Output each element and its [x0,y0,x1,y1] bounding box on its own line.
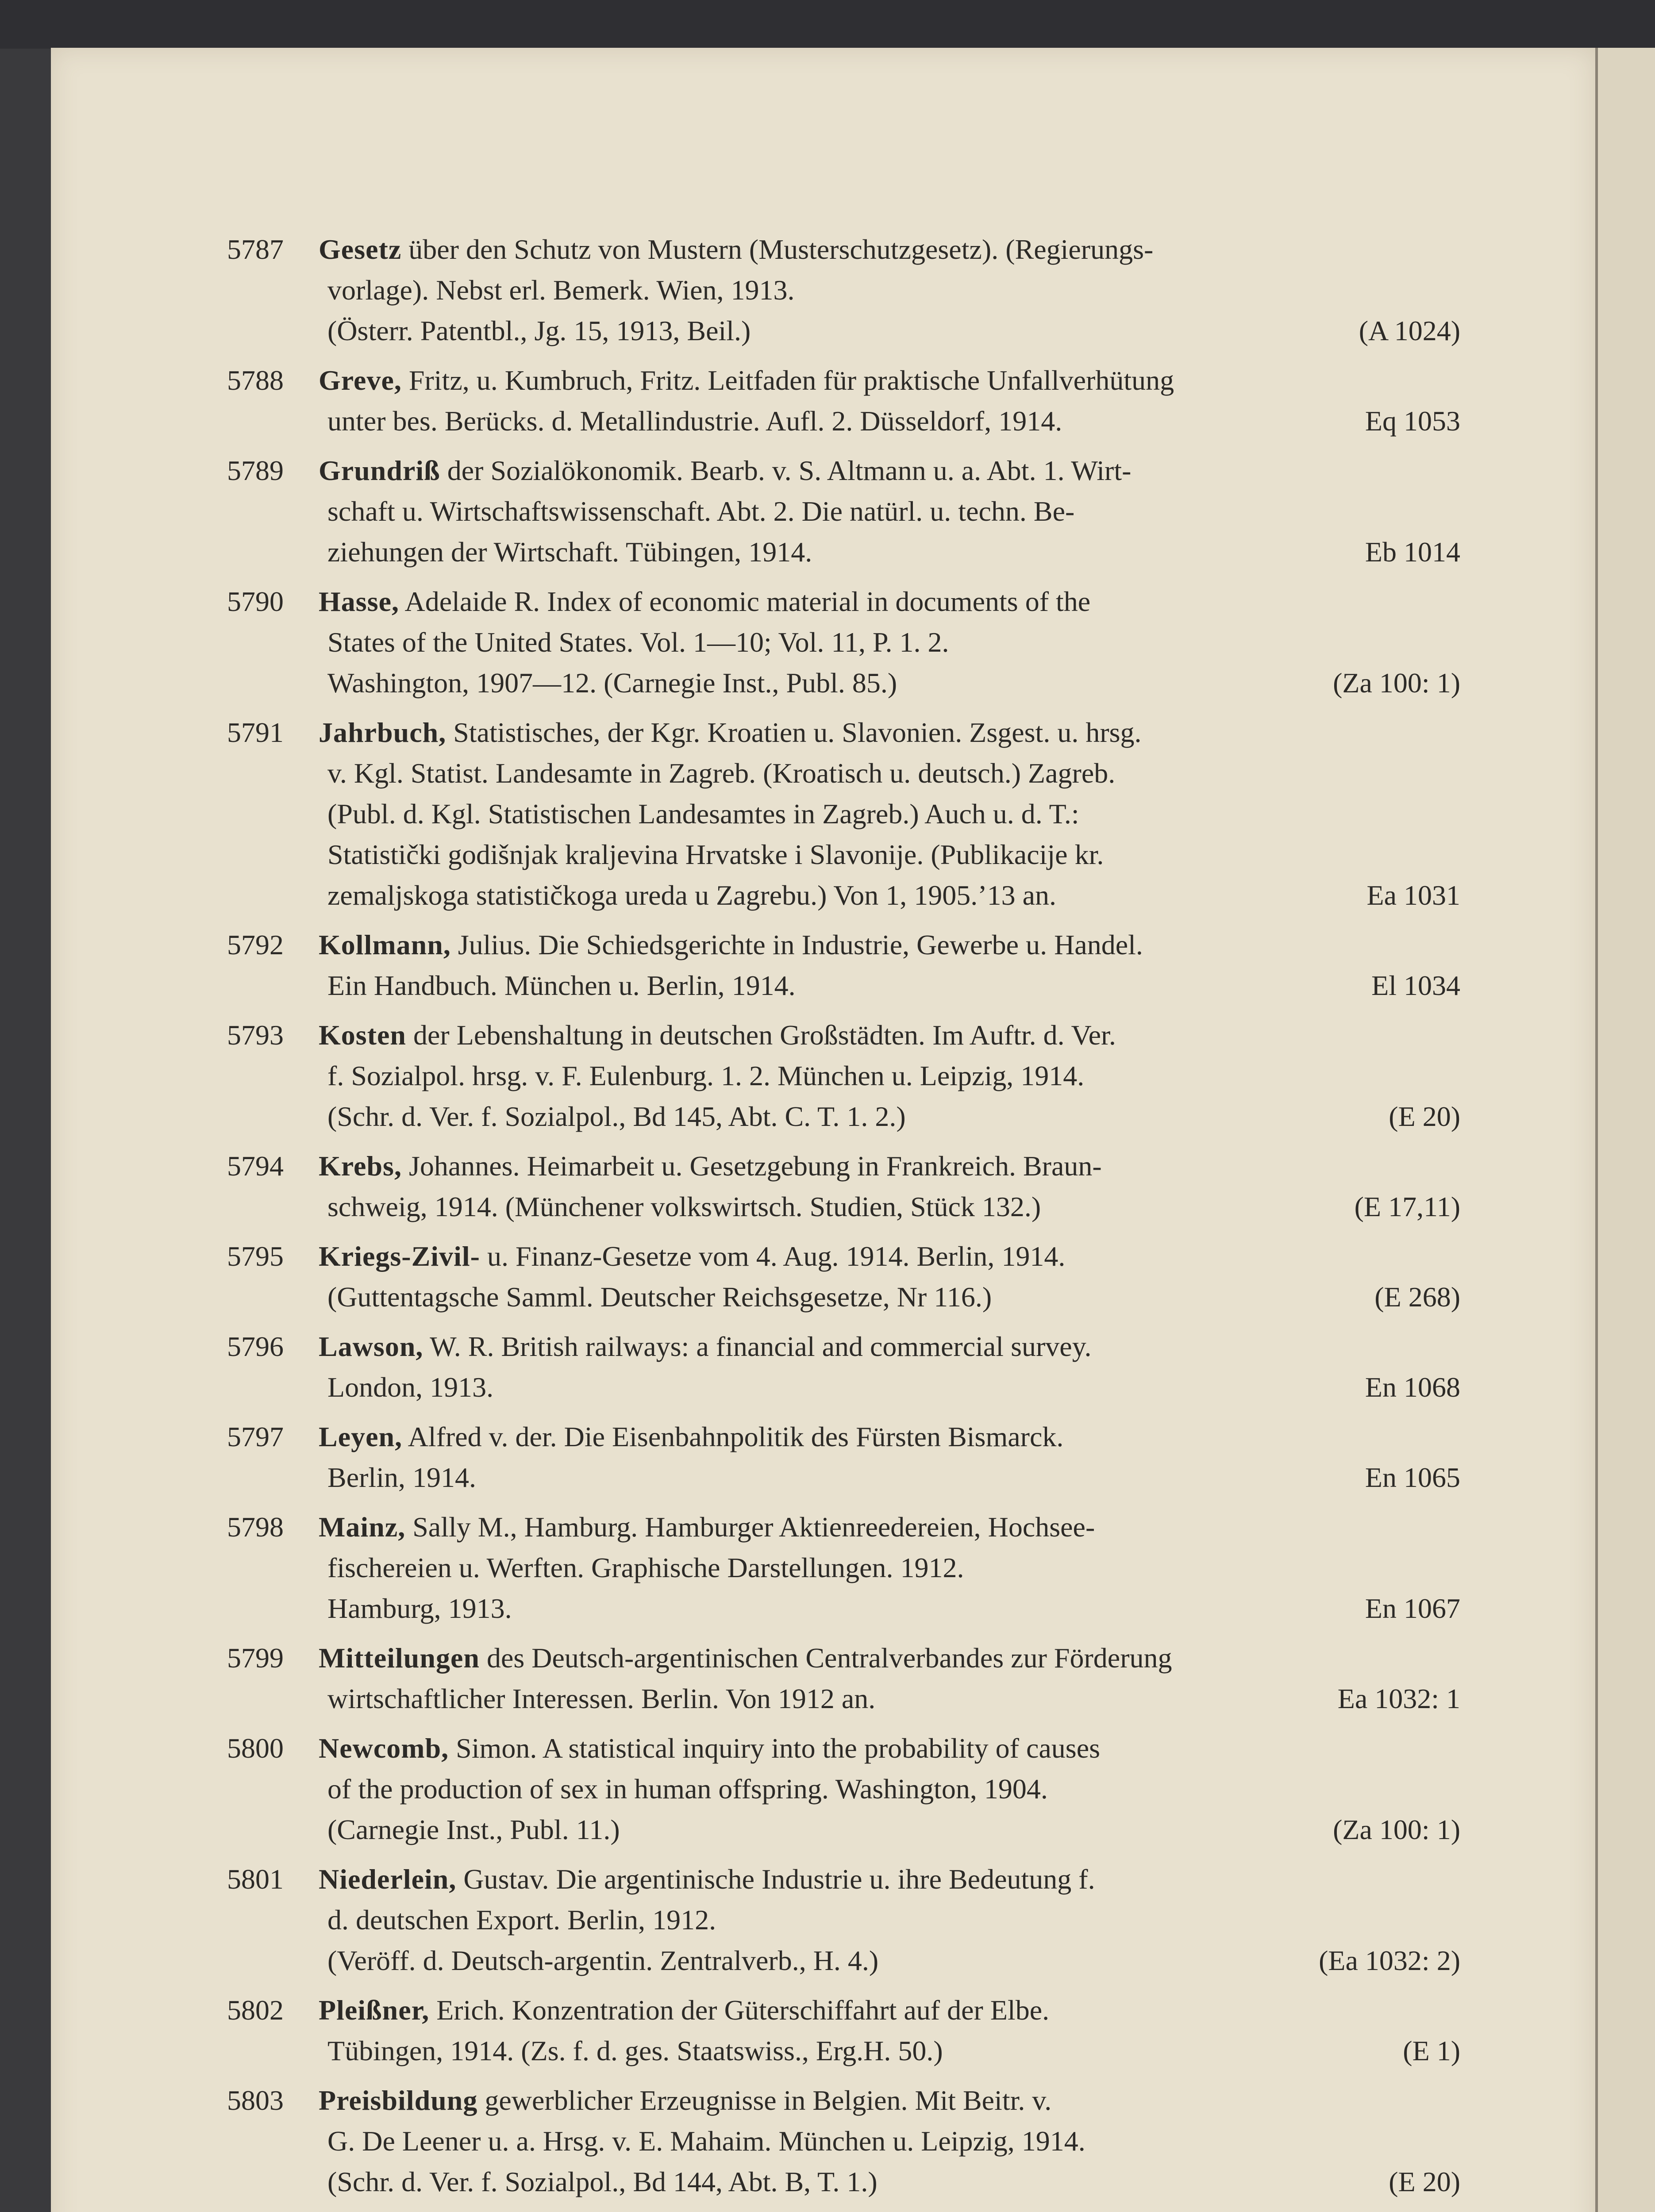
entry-line [319,2080,1460,2121]
entry-text: über den Schutz von Mustern (Musterschutzgesetz). (Regierungs- [408,234,1154,265]
entry-line [319,1015,1460,1056]
entry-heading: Mainz, [319,1511,406,1543]
entry-line [327,834,1460,875]
entry-text: gewerblicher Erzeugnisse in Belgien. Mit Beitr. v. [485,2085,1052,2116]
entry-line [319,1507,1460,1548]
entry-line [327,270,1460,311]
shelf-signature: (E 17,11) [1354,1191,1460,1222]
entry-text: wirtschaftlicher Interessen. Berlin. Von 1912 an. [327,1683,876,1714]
entry-line [327,1096,1460,1137]
entry-line [327,311,1460,351]
entry-text: v. Kgl. Statist. Landesamte in Zagreb. (Kroatisch u. deutsch.) Zagreb. [327,757,1116,789]
entry-number: 5793 [227,1019,284,1051]
entry-line [327,1367,1460,1408]
entry-text: Statistisches, der Kgr. Kroatien u. Slavonien. Zsgest. u. hrsg. [453,717,1142,748]
entry-text: Erich. Konzentration der Güterschiffahrt auf der Elbe. [436,1994,1050,2026]
entry-line [327,1548,1460,1588]
entry-heading: Kosten [319,1019,406,1051]
entry-text: Statistički godišnjak kraljevina Hrvatske i Slavonije. (Publikacije kr. [327,839,1104,870]
entry-line [319,450,1460,491]
shelf-signature: (E 268) [1374,1281,1460,1313]
entry-line [327,794,1460,834]
shelf-signature: En 1068 [1365,1371,1460,1403]
shelf-signature: El 1034 [1371,970,1460,1001]
entry-text: f. Sozialpol. hrsg. v. F. Eulenburg. 1. 2. München u. Leipzig, 1914. [327,1060,1085,1091]
entry-heading: Jahrbuch, [319,717,446,748]
entry-line [319,1859,1460,1900]
entry-line [319,229,1460,270]
entry-heading: Krebs, [319,1150,402,1182]
entry-text: of the production of sex in human offspring. Washington, 1904. [327,1773,1048,1805]
entry-text: zemaljskoga statističkoga ureda u Zagrebu.) Von 1, 1905.’13 an. [327,879,1056,911]
entry-heading: Grundriß [319,455,440,486]
entry-line [319,581,1460,622]
entry-text: ziehungen der Wirtschaft. Tübingen, 1914. [327,536,812,568]
entry-text: Alfred v. der. Die Eisenbahnpolitik des Fürsten Bismarck. [408,1421,1064,1452]
entry-line [327,965,1460,1006]
entry-line [319,1236,1460,1277]
entry-line [327,2162,1460,2202]
entry-number: 5788 [227,365,284,396]
entry-text: schaft u. Wirtschaftswissenschaft. Abt. 2. Die natürl. u. techn. Be- [327,495,1075,527]
entry-line [319,1146,1460,1187]
entry-line [327,1277,1460,1317]
entry-number: 5796 [227,1331,284,1362]
entry-text: u. Finanz-Gesetze vom 4. Aug. 1914. Berlin, 1914. [487,1240,1066,1272]
entry-line [327,491,1460,532]
entry-number: 5791 [227,717,284,748]
entry-line [327,532,1460,572]
entry-text: der Lebenshaltung in deutschen Großstädten. Im Auftr. d. Ver. [413,1019,1116,1051]
entry-text: London, 1913. [327,1371,494,1403]
entry-number: 5794 [227,1150,284,1182]
shelf-signature: Eq 1053 [1365,405,1460,437]
entry-number: 5790 [227,586,284,617]
shelf-signature: En 1065 [1365,1462,1460,1493]
entry-heading: Greve, [319,365,402,396]
shelf-signature: (A 1024) [1359,315,1460,346]
entry-line [327,1187,1460,1227]
scan-background [0,0,1655,49]
entry-text: (Österr. Patentbl., Jg. 15, 1913, Beil.) [327,315,751,346]
shelf-signature: (E 20) [1389,2166,1460,2197]
entry-line [319,925,1460,965]
entry-text: Johannes. Heimarbeit u. Gesetzgebung in Frankreich. Braun- [408,1150,1102,1182]
entry-line [319,1417,1460,1457]
entry-text: (Schr. d. Ver. f. Sozialpol., Bd 145, Abt. C. T. 1. 2.) [327,1101,906,1132]
entry-heading: Kriegs-Zivil- [319,1240,480,1272]
entry-text: Hamburg, 1913. [327,1593,512,1624]
entry-line [327,1457,1460,1498]
entry-number: 5803 [227,2085,284,2116]
shelf-signature: Ea 1031 [1366,879,1460,911]
entry-number: 5802 [227,1994,284,2026]
entry-number: 5798 [227,1511,284,1543]
shelf-signature: (Za 100: 1) [1333,667,1460,699]
catalog-page [51,48,1595,2212]
shelf-signature: (E 20) [1389,1101,1460,1132]
entry-line [327,753,1460,794]
entry-heading: Mitteilungen [319,1642,480,1674]
entry-line [327,1900,1460,1940]
entry-line [319,712,1460,753]
entry-heading: Preisbildung [319,2085,478,2116]
entry-text: Tübingen, 1914. (Zs. f. d. ges. Staatswiss., Erg.H. 50.) [327,2035,943,2066]
entry-text: fischereien u. Werften. Graphische Darstellungen. 1912. [327,1552,964,1583]
shelf-signature: Ea 1032: 1 [1337,1683,1460,1714]
entry-text: Gustav. Die argentinische Industrie u. ihre Bedeutung f. [463,1863,1095,1895]
entry-number: 5795 [227,1240,284,1272]
entry-text: (Publ. d. Kgl. Statistischen Landesamtes in Zagreb.) Auch u. d. T.: [327,798,1079,830]
entry-line [327,1588,1460,1629]
entry-line [327,401,1460,442]
entry-number: 5801 [227,1863,284,1895]
entry-line [319,1990,1460,2031]
entry-line [327,1678,1460,1719]
shelf-signature: (E 1) [1403,2035,1460,2066]
entry-text: vorlage). Nebst erl. Bemerk. Wien, 1913. [327,274,795,306]
entry-line [327,2031,1460,2071]
entry-text: d. deutschen Export. Berlin, 1912. [327,1904,716,1936]
entry-text: Ein Handbuch. München u. Berlin, 1914. [327,970,796,1001]
shelf-signature: En 1067 [1365,1593,1460,1624]
entry-heading: Newcomb, [319,1732,449,1764]
entry-heading: Pleißner, [319,1994,430,2026]
entry-text: States of the United States. Vol. 1—10; Vol. 11, P. 1. 2. [327,626,949,658]
entry-line [319,1728,1460,1769]
entry-line [327,622,1460,663]
entry-heading: Leyen, [319,1421,403,1452]
entry-heading: Kollmann, [319,929,451,960]
entry-text: (Carnegie Inst., Publ. 11.) [327,1814,620,1845]
entry-text: Simon. A statistical inquiry into the probability of causes [456,1732,1100,1764]
entry-text: Washington, 1907—12. (Carnegie Inst., Publ. 85.) [327,667,897,699]
entry-text: (Veröff. d. Deutsch-argentin. Zentralverb., H. 4.) [327,1945,879,1976]
entry-heading: Lawson, [319,1331,423,1362]
entry-text: Fritz, u. Kumbruch, Fritz. Leitfaden für praktische Unfallverhütung [408,365,1174,396]
entry-text: Berlin, 1914. [327,1462,476,1493]
entry-line [319,1638,1460,1678]
entry-line [319,360,1460,401]
entry-heading: Gesetz [319,234,402,265]
shelf-signature: (Ea 1032: 2) [1319,1945,1460,1976]
entry-number: 5799 [227,1642,284,1674]
entry-number: 5787 [227,234,284,265]
entry-line [319,1326,1460,1367]
entry-text: (Schr. d. Ver. f. Sozialpol., Bd 144, Abt. B, T. 1.) [327,2166,878,2197]
entry-text: Julius. Die Schiedsgerichte in Industrie, Gewerbe u. Handel. [458,929,1143,960]
entry-text: Adelaide R. Index of economic material in documents of the [404,586,1091,617]
entry-text: G. De Leener u. a. Hrsg. v. E. Mahaim. München u. Leipzig, 1914. [327,2125,1085,2157]
entry-text: Sally M., Hamburg. Hamburger Aktienreedereien, Hochsee- [412,1511,1095,1543]
entry-heading: Niederlein, [319,1863,457,1895]
shelf-signature: Eb 1014 [1365,536,1460,568]
entry-number: 5789 [227,455,284,486]
entry-text: des Deutsch-argentinischen Centralverbandes zur Förderung [486,1642,1172,1674]
entry-heading: Hasse, [319,586,399,617]
entry-line [327,2121,1460,2162]
entry-number: 5800 [227,1732,284,1764]
entry-text: der Sozialökonomik. Bearb. v. S. Altmann u. a. Abt. 1. Wirt- [447,455,1132,486]
entry-line [327,1809,1460,1850]
entry-text: (Guttentagsche Samml. Deutscher Reichsgesetze, Nr 116.) [327,1281,992,1313]
entry-number: 5792 [227,929,284,960]
entry-text: unter bes. Berücks. d. Metallindustrie. Aufl. 2. Düsseldorf, 1914. [327,405,1062,437]
entry-line [327,1769,1460,1809]
entry-number: 5797 [227,1421,284,1452]
entry-text: W. R. British railways: a financial and commercial survey. [430,1331,1092,1362]
entry-line [327,875,1460,916]
entry-line [327,663,1460,703]
entry-line [327,1056,1460,1096]
entry-line [327,1940,1460,1981]
adjacent-page-edge [1595,48,1655,2212]
entry-text: schweig, 1914. (Münchener volkswirtsch. Studien, Stück 132.) [327,1191,1041,1222]
shelf-signature: (Za 100: 1) [1333,1814,1460,1845]
